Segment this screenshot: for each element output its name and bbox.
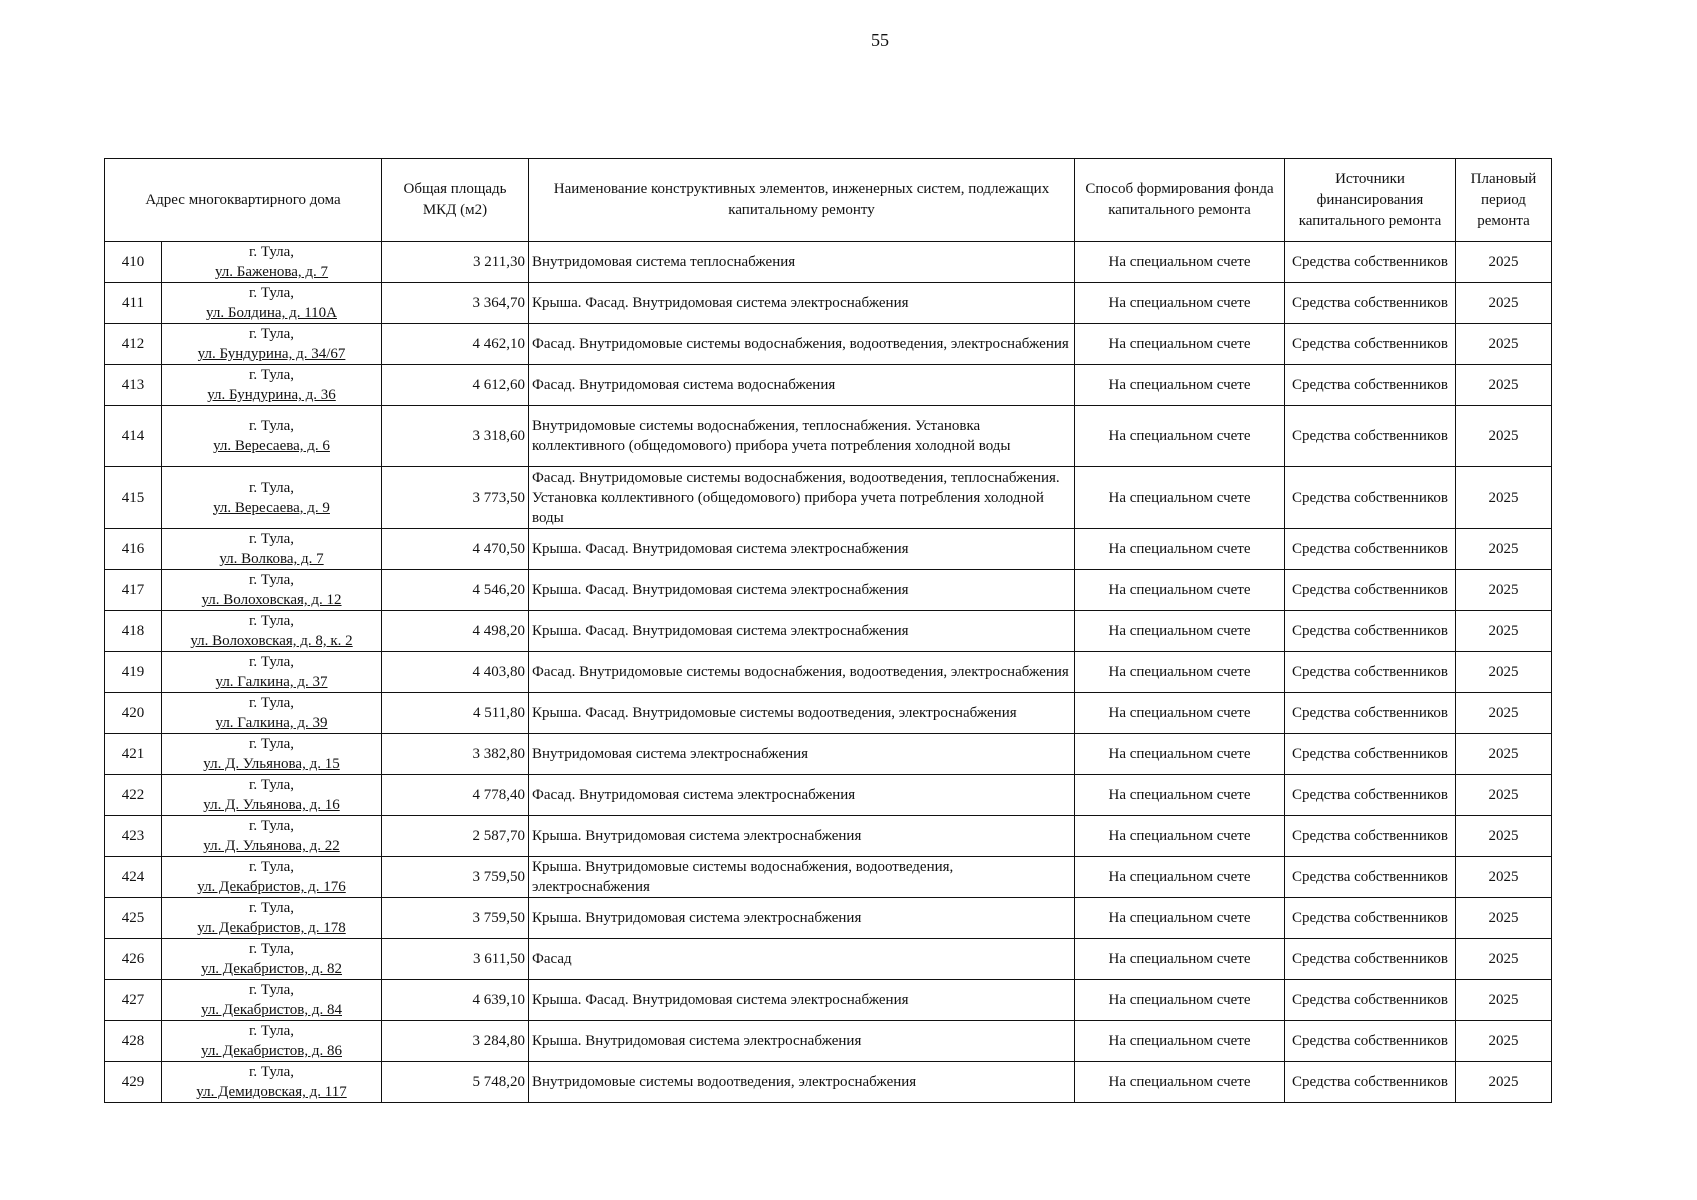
address-street: ул. Волкова, д. 7 bbox=[219, 551, 324, 567]
address-city: г. Тула, bbox=[248, 613, 295, 629]
row-address bbox=[162, 529, 382, 570]
address-street: ул. Д. Ульянова, д. 15 bbox=[203, 756, 340, 772]
address-city: г. Тула, bbox=[248, 285, 295, 301]
row-address bbox=[162, 406, 382, 467]
row-area: 4 462,10 bbox=[382, 324, 529, 365]
row-area: 4 403,80 bbox=[382, 652, 529, 693]
header-elements: Наименование конструктивных элементов, инженерных систем, подлежащих капитальному ремонту bbox=[529, 159, 1075, 242]
table-header-row bbox=[105, 159, 1552, 242]
row-number: 427 bbox=[105, 980, 162, 1021]
table-row bbox=[105, 857, 1552, 898]
row-source: Средства собственников bbox=[1285, 898, 1456, 939]
row-method: На специальном счете bbox=[1075, 365, 1285, 406]
row-address bbox=[162, 816, 382, 857]
table-row bbox=[105, 980, 1552, 1021]
header-area: Общая площадь МКД (м2) bbox=[382, 159, 529, 242]
row-address bbox=[162, 857, 382, 898]
table-row bbox=[105, 365, 1552, 406]
row-area: 3 759,50 bbox=[382, 857, 529, 898]
row-source: Средства собственников bbox=[1285, 283, 1456, 324]
address-city: г. Тула, bbox=[248, 941, 295, 957]
row-period: 2025 bbox=[1456, 611, 1552, 652]
row-area: 4 612,60 bbox=[382, 365, 529, 406]
row-method: На специальном счете bbox=[1075, 324, 1285, 365]
row-elements: Крыша. Внутридомовая система электроснабжения bbox=[529, 1021, 1075, 1062]
address-street: ул. Болдина, д. 110А bbox=[206, 305, 337, 321]
row-elements: Крыша. Фасад. Внутридомовая система электроснабжения bbox=[529, 283, 1075, 324]
address-street: ул. Волоховская, д. 12 bbox=[201, 592, 342, 608]
row-method: На специальном счете bbox=[1075, 406, 1285, 467]
row-method: На специальном счете bbox=[1075, 898, 1285, 939]
row-period: 2025 bbox=[1456, 324, 1552, 365]
row-number: 415 bbox=[105, 467, 162, 529]
row-elements: Крыша. Фасад. Внутридомовые системы водоотведения, электроснабжения bbox=[529, 693, 1075, 734]
row-area: 3 318,60 bbox=[382, 406, 529, 467]
row-method: На специальном счете bbox=[1075, 529, 1285, 570]
row-method: На специальном счете bbox=[1075, 611, 1285, 652]
row-number: 426 bbox=[105, 939, 162, 980]
row-number: 424 bbox=[105, 857, 162, 898]
address-street: ул. Бундурина, д. 36 bbox=[207, 387, 336, 403]
address-street: ул. Вересаева, д. 6 bbox=[213, 438, 330, 454]
address-street: ул. Д. Ульянова, д. 16 bbox=[203, 797, 340, 813]
address-city: г. Тула, bbox=[248, 244, 295, 260]
row-method: На специальном счете bbox=[1075, 980, 1285, 1021]
row-method: На специальном счете bbox=[1075, 693, 1285, 734]
row-number: 421 bbox=[105, 734, 162, 775]
table-row bbox=[105, 693, 1552, 734]
row-number: 428 bbox=[105, 1021, 162, 1062]
row-number: 422 bbox=[105, 775, 162, 816]
header-period: Плановый период ремонта bbox=[1456, 159, 1552, 242]
table-row bbox=[105, 939, 1552, 980]
header-sources: Источники финансирования капитального ремонта bbox=[1285, 159, 1456, 242]
address-city: г. Тула, bbox=[248, 982, 295, 998]
row-period: 2025 bbox=[1456, 939, 1552, 980]
address-street: ул. Декабристов, д. 178 bbox=[197, 920, 346, 936]
table-row bbox=[105, 406, 1552, 467]
row-period: 2025 bbox=[1456, 283, 1552, 324]
row-period: 2025 bbox=[1456, 467, 1552, 529]
address-street: ул. Галкина, д. 37 bbox=[215, 674, 328, 690]
row-number: 419 bbox=[105, 652, 162, 693]
table-row bbox=[105, 775, 1552, 816]
row-area: 4 778,40 bbox=[382, 775, 529, 816]
row-method: На специальном счете bbox=[1075, 939, 1285, 980]
row-number: 410 bbox=[105, 242, 162, 283]
row-source: Средства собственников bbox=[1285, 816, 1456, 857]
row-elements: Фасад. Внутридомовые системы водоснабжения, водоотведения, электроснабжения bbox=[529, 324, 1075, 365]
row-elements: Внутридомовая система электроснабжения bbox=[529, 734, 1075, 775]
row-address bbox=[162, 1021, 382, 1062]
address-city: г. Тула, bbox=[248, 531, 295, 547]
row-elements: Крыша. Фасад. Внутридомовая система электроснабжения bbox=[529, 529, 1075, 570]
row-source: Средства собственников bbox=[1285, 242, 1456, 283]
row-period: 2025 bbox=[1456, 529, 1552, 570]
row-source: Средства собственников bbox=[1285, 857, 1456, 898]
row-number: 411 bbox=[105, 283, 162, 324]
address-street: ул. Галкина, д. 39 bbox=[215, 715, 328, 731]
address-city: г. Тула, bbox=[248, 736, 295, 752]
address-city: г. Тула, bbox=[248, 818, 295, 834]
row-area: 2 587,70 bbox=[382, 816, 529, 857]
address-street: ул. Демидовская, д. 117 bbox=[196, 1084, 347, 1100]
table-row bbox=[105, 1062, 1552, 1103]
row-address bbox=[162, 775, 382, 816]
address-street: ул. Д. Ульянова, д. 22 bbox=[203, 838, 340, 854]
address-street: ул. Декабристов, д. 84 bbox=[200, 1002, 342, 1018]
table-row bbox=[105, 816, 1552, 857]
row-area: 4 470,50 bbox=[382, 529, 529, 570]
address-city: г. Тула, bbox=[248, 418, 295, 434]
table-row bbox=[105, 467, 1552, 529]
row-area: 5 748,20 bbox=[382, 1062, 529, 1103]
table-row bbox=[105, 324, 1552, 365]
row-source: Средства собственников bbox=[1285, 1062, 1456, 1103]
address-city: г. Тула, bbox=[248, 695, 295, 711]
row-elements: Фасад. Внутридомовая система электроснабжения bbox=[529, 775, 1075, 816]
table-row bbox=[105, 570, 1552, 611]
row-period: 2025 bbox=[1456, 816, 1552, 857]
address-city: г. Тула, bbox=[248, 1064, 295, 1080]
row-address bbox=[162, 365, 382, 406]
table-row bbox=[105, 1021, 1552, 1062]
row-number: 417 bbox=[105, 570, 162, 611]
row-number: 418 bbox=[105, 611, 162, 652]
row-period: 2025 bbox=[1456, 857, 1552, 898]
row-area: 3 759,50 bbox=[382, 898, 529, 939]
row-elements: Внутридомовая система теплоснабжения bbox=[529, 242, 1075, 283]
row-area: 3 364,70 bbox=[382, 283, 529, 324]
header-address: Адрес многоквартирного дома bbox=[105, 159, 382, 242]
address-city: г. Тула, bbox=[248, 572, 295, 588]
row-number: 429 bbox=[105, 1062, 162, 1103]
row-period: 2025 bbox=[1456, 652, 1552, 693]
row-source: Средства собственников bbox=[1285, 980, 1456, 1021]
row-address bbox=[162, 652, 382, 693]
row-source: Средства собственников bbox=[1285, 406, 1456, 467]
row-elements: Внутридомовые системы водоснабжения, теплоснабжения. Установка коллективного (общедомового) прибора учета потребления холодной воды bbox=[529, 406, 1075, 467]
row-elements: Фасад. Внутридомовые системы водоснабжения, водоотведения, теплоснабжения. Установка коллективного (общедомового) прибора учета потребления холодной воды bbox=[529, 467, 1075, 529]
row-period: 2025 bbox=[1456, 406, 1552, 467]
row-source: Средства собственников bbox=[1285, 467, 1456, 529]
address-street: ул. Волоховская, д. 8, к. 2 bbox=[190, 633, 353, 649]
row-area: 4 639,10 bbox=[382, 980, 529, 1021]
table-row bbox=[105, 898, 1552, 939]
row-elements: Фасад. Внутридомовая система водоснабжения bbox=[529, 365, 1075, 406]
row-number: 420 bbox=[105, 693, 162, 734]
row-method: На специальном счете bbox=[1075, 652, 1285, 693]
row-period: 2025 bbox=[1456, 898, 1552, 939]
row-period: 2025 bbox=[1456, 734, 1552, 775]
row-period: 2025 bbox=[1456, 693, 1552, 734]
row-method: На специальном счете bbox=[1075, 1021, 1285, 1062]
address-city: г. Тула, bbox=[248, 654, 295, 670]
table-row bbox=[105, 529, 1552, 570]
row-source: Средства собственников bbox=[1285, 611, 1456, 652]
row-source: Средства собственников bbox=[1285, 693, 1456, 734]
row-area: 3 773,50 bbox=[382, 467, 529, 529]
row-source: Средства собственников bbox=[1285, 570, 1456, 611]
row-elements: Крыша. Внутридомовая система электроснабжения bbox=[529, 898, 1075, 939]
row-source: Средства собственников bbox=[1285, 529, 1456, 570]
row-elements: Крыша. Внутридомовая система электроснабжения bbox=[529, 816, 1075, 857]
row-area: 4 511,80 bbox=[382, 693, 529, 734]
row-method: На специальном счете bbox=[1075, 467, 1285, 529]
row-address bbox=[162, 570, 382, 611]
row-method: На специальном счете bbox=[1075, 1062, 1285, 1103]
row-address bbox=[162, 467, 382, 529]
page-number: 55 bbox=[871, 30, 889, 50]
address-street: ул. Декабристов, д. 176 bbox=[197, 879, 346, 895]
row-address bbox=[162, 283, 382, 324]
row-address bbox=[162, 693, 382, 734]
address-street: ул. Вересаева, д. 9 bbox=[213, 499, 330, 516]
row-method: На специальном счете bbox=[1075, 857, 1285, 898]
address-city: г. Тула, bbox=[248, 900, 295, 916]
row-number: 423 bbox=[105, 816, 162, 857]
row-address bbox=[162, 1062, 382, 1103]
row-elements: Фасад bbox=[529, 939, 1075, 980]
row-source: Средства собственников bbox=[1285, 365, 1456, 406]
table-row bbox=[105, 611, 1552, 652]
address-city: г. Тула, bbox=[248, 479, 295, 496]
row-elements: Крыша. Фасад. Внутридомовая система электроснабжения bbox=[529, 980, 1075, 1021]
row-period: 2025 bbox=[1456, 1062, 1552, 1103]
row-address bbox=[162, 980, 382, 1021]
row-period: 2025 bbox=[1456, 980, 1552, 1021]
address-street: ул. Декабристов, д. 86 bbox=[200, 1043, 342, 1059]
row-number: 414 bbox=[105, 406, 162, 467]
row-number: 425 bbox=[105, 898, 162, 939]
row-source: Средства собственников bbox=[1285, 775, 1456, 816]
row-address bbox=[162, 939, 382, 980]
row-method: На специальном счете bbox=[1075, 570, 1285, 611]
row-address bbox=[162, 734, 382, 775]
row-number: 416 bbox=[105, 529, 162, 570]
row-elements: Крыша. Фасад. Внутридомовая система электроснабжения bbox=[529, 611, 1075, 652]
row-source: Средства собственников bbox=[1285, 734, 1456, 775]
row-area: 3 284,80 bbox=[382, 1021, 529, 1062]
row-address bbox=[162, 611, 382, 652]
address-street: ул. Баженова, д. 7 bbox=[214, 264, 329, 280]
row-elements: Внутридомовые системы водоотведения, электроснабжения bbox=[529, 1062, 1075, 1103]
header-method: Способ формирования фонда капитального ремонта bbox=[1075, 159, 1285, 242]
row-source: Средства собственников bbox=[1285, 939, 1456, 980]
table-row bbox=[105, 242, 1552, 283]
row-elements: Крыша. Фасад. Внутридомовая система электроснабжения bbox=[529, 570, 1075, 611]
table-row bbox=[105, 652, 1552, 693]
row-number: 413 bbox=[105, 365, 162, 406]
address-city: г. Тула, bbox=[248, 367, 295, 383]
address-city: г. Тула, bbox=[248, 859, 295, 875]
row-area: 3 211,30 bbox=[382, 242, 529, 283]
row-area: 4 546,20 bbox=[382, 570, 529, 611]
row-period: 2025 bbox=[1456, 242, 1552, 283]
row-period: 2025 bbox=[1456, 775, 1552, 816]
table-body bbox=[105, 242, 1552, 1103]
row-area: 3 611,50 bbox=[382, 939, 529, 980]
row-address bbox=[162, 898, 382, 939]
row-address bbox=[162, 242, 382, 283]
address-city: г. Тула, bbox=[248, 326, 295, 342]
row-source: Средства собственников bbox=[1285, 652, 1456, 693]
repair-schedule-table bbox=[104, 158, 1552, 1103]
row-source: Средства собственников bbox=[1285, 1021, 1456, 1062]
row-elements: Фасад. Внутридомовые системы водоснабжения, водоотведения, электроснабжения bbox=[529, 652, 1075, 693]
row-method: На специальном счете bbox=[1075, 283, 1285, 324]
table-row bbox=[105, 283, 1552, 324]
row-elements: Крыша. Внутридомовые системы водоснабжения, водоотведения, электроснабжения bbox=[529, 857, 1075, 898]
address-street: ул. Декабристов, д. 82 bbox=[200, 961, 342, 977]
address-city: г. Тула, bbox=[248, 1023, 295, 1039]
row-period: 2025 bbox=[1456, 1021, 1552, 1062]
row-method: На специальном счете bbox=[1075, 816, 1285, 857]
row-method: На специальном счете bbox=[1075, 734, 1285, 775]
row-period: 2025 bbox=[1456, 365, 1552, 406]
address-street: ул. Бундурина, д. 34/67 bbox=[197, 346, 346, 362]
row-period: 2025 bbox=[1456, 570, 1552, 611]
row-source: Средства собственников bbox=[1285, 324, 1456, 365]
row-method: На специальном счете bbox=[1075, 775, 1285, 816]
row-area: 3 382,80 bbox=[382, 734, 529, 775]
row-number: 412 bbox=[105, 324, 162, 365]
row-address bbox=[162, 324, 382, 365]
address-city: г. Тула, bbox=[248, 777, 295, 793]
row-area: 4 498,20 bbox=[382, 611, 529, 652]
table-row bbox=[105, 734, 1552, 775]
row-method: На специальном счете bbox=[1075, 242, 1285, 283]
